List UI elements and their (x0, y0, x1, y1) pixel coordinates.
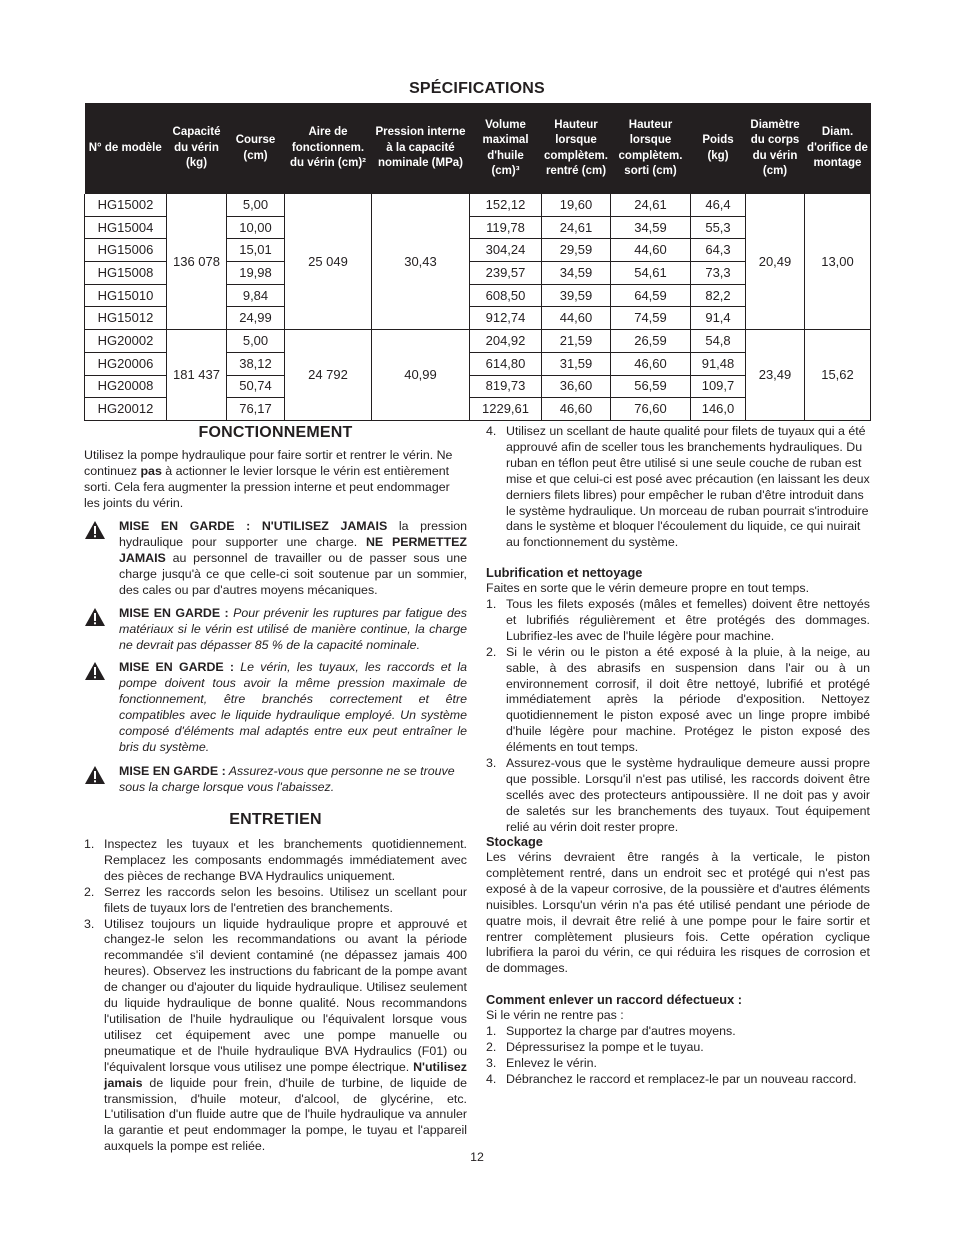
cell-height-retracted: 29,59 (542, 239, 611, 262)
fonctionnement-title: FONCTIONNEMENT (198, 424, 353, 441)
cell-height-extended: 56,59 (611, 375, 691, 398)
cell-model: HG20002 (85, 330, 167, 353)
list-item (486, 645, 870, 756)
header-height-retracted: Hauteur lorsque complètem. rentré (cm) (542, 103, 611, 194)
list-item (486, 756, 870, 836)
raccord-title: Comment enlever un raccord défectueux : (486, 992, 743, 1007)
cell-volume: 819,73 (470, 375, 542, 398)
cell-weight: 82,2 (691, 284, 746, 307)
cell-height-retracted: 19,60 (542, 194, 611, 216)
lubrification-list (486, 597, 870, 836)
list-number: 1. (486, 597, 497, 611)
cell-height-retracted: 24,61 (542, 216, 611, 239)
cell-weight: 46,4 (691, 194, 746, 216)
cell-volume: 152,12 (470, 194, 542, 216)
warning-label: MISE EN GARDE : N'UTILISEZ JAMAIS (119, 519, 388, 533)
cell-weight: 146,0 (691, 398, 746, 421)
list-text: Utilisez un scellant de haute qualité pour filets de tuyaux qui a été approuvé afin de sceller tous les branchements hydrauliques. Du ruban en téflon peut être utilisé si une seule couche de ruban est mise et que celui-ci est posé avec précaution (en laissant les deux derniers filets libres) pour empêcher le ruban d'être introduit dans le système hydraulique. Un morceau de ruban pourrait s'introduire dans le système et bloquer l'écoulement du liquide, ce qui nuirait au fonctionnement du système. (506, 424, 870, 550)
intro-text-cont: à actionner le levier lorsque le vérin est entièrement sorti. Cela fera augmenter la pression interne et peut endommager les joints du vérin. (84, 463, 450, 510)
cell-volume: 204,92 (470, 330, 542, 353)
cell-height-retracted: 39,59 (542, 284, 611, 307)
list-number: 3. (84, 916, 95, 931)
cell-height-extended: 34,59 (611, 216, 691, 239)
cell-pressure: 40,99 (372, 330, 470, 421)
cell-body-diameter: 23,49 (746, 330, 805, 421)
list-text: Débranchez le raccord et remplacez-le par un nouveau raccord. (506, 1071, 857, 1086)
cell-volume: 608,50 (470, 284, 542, 307)
list-item (84, 917, 467, 1156)
header-model: N° de modèle (85, 103, 167, 194)
header-body-diameter: Diamètre du corps du vérin (cm) (746, 103, 805, 194)
spec-header-row (85, 103, 871, 194)
warning-label: MISE EN GARDE : (119, 764, 226, 778)
cell-capacity: 181 437 (167, 330, 227, 421)
warning-text: la pression hydraulique pour supporter une charge. (119, 519, 467, 549)
list-number: 2. (486, 644, 497, 659)
intro-bold: pas (140, 463, 162, 478)
cell-weight: 91,4 (691, 307, 746, 330)
cell-height-retracted: 31,59 (542, 352, 611, 375)
cell-model: HG20012 (85, 398, 167, 421)
cell-volume: 614,80 (470, 352, 542, 375)
header-orifice-diameter: Diam. d'orifice de montage (805, 103, 871, 194)
warning-text: Pour prévenir les ruptures par fatigue des matériaux si le vérin est utilisé de manière continue, la charge ne devrait pas dépasser 85 % de la capacité nominale. (119, 606, 467, 652)
cell-stroke: 9,84 (227, 284, 285, 307)
list-number: 3. (486, 756, 497, 771)
cell-height-retracted: 46,60 (542, 398, 611, 421)
warning-4 (84, 764, 467, 796)
warning-1-text (119, 519, 467, 599)
cell-pressure: 30,43 (372, 194, 470, 330)
warning-1 (84, 519, 467, 599)
list-number: 3. (486, 1055, 497, 1070)
entretien-title: ENTRETIEN (229, 811, 322, 828)
list-text-part: Utilisez toujours un liquide hydraulique propre et approuvé et changez-le selon les recommandations ou avant la période recommandée s'il devient contaminé (ne dépassez jamais 400 heures). Observez les instructions du fabricant de la pompe avant de changer ou d'ajouter du liquide hydraulique. Utilisez seulement du liquide hydraulique de bonne qualité. Nous recommandons l'utilisation de l'huile hydraulique ou l'équivalent lorsque vous utilisez cet équipement avec une pompe manuelle ou pneumatique et de l'huile hydraulique BVA Hydraulics (F01) ou l'équivalent lorsque vous utilisez une pompe électrique. (104, 916, 467, 1074)
warning-3-text (119, 660, 467, 755)
header-height-extended: Hauteur lorsque complètem. sorti (cm) (611, 103, 691, 194)
list-number: 2. (84, 884, 95, 899)
cell-model: HG15010 (85, 284, 167, 307)
table-row (85, 194, 871, 216)
warning-emphasis: NE PERMETTEZ JAMAIS (119, 534, 467, 565)
cell-capacity: 136 078 (167, 194, 227, 330)
cell-model: HG15004 (85, 216, 167, 239)
cell-height-retracted: 36,60 (542, 375, 611, 398)
cell-volume: 304,24 (470, 239, 542, 262)
cell-weight: 73,3 (691, 262, 746, 285)
stockage-title: Stockage (486, 834, 543, 849)
list-number: 1. (84, 837, 95, 851)
cell-body-diameter: 20,49 (746, 194, 805, 330)
raccord-intro: Si le vérin ne rentre pas : (486, 1008, 624, 1022)
cell-stroke: 50,74 (227, 375, 285, 398)
cell-weight: 55,3 (691, 216, 746, 239)
table-row (85, 330, 871, 353)
cell-height-extended: 26,59 (611, 330, 691, 353)
warning-icon (84, 661, 106, 755)
cell-height-extended: 74,59 (611, 307, 691, 330)
stockage-text: Les vérins devraient être rangés à la verticale, le piston complètement rentré, dans un endroit sec et protégé qui n'est pas exposé à de la vapeur corrosive, de la poussière et d'autres éléments nuisibles. Lorsqu'un vérin n'a pas été utilisé pendant une période de quatre mois, il devrait être relié à une pompe pour le faire sortir et rentrer complètement plusieurs fois. Cette opération cyclique lubrifiera la paroi du vérin, ce qui réduira les risques de corrosion et de dommages. (486, 850, 870, 976)
list-text: Enlevez le vérin. (506, 1055, 597, 1070)
list-item (84, 837, 467, 885)
cell-orifice-diameter: 15,62 (805, 330, 871, 421)
warning-text-cont: au personnel de travailler ou de passer sous une charge jusqu'à ce que celle-ci soit soutenue par un sommier, des cales ou par d'autres moyens mécaniques. (119, 550, 467, 597)
warning-2-text (119, 606, 467, 654)
list-text: Dépressurisez la pompe et le tuyau. (506, 1039, 704, 1054)
cell-height-extended: 64,59 (611, 284, 691, 307)
list-text: Inspectez les tuyaux et les branchements quotidiennement. Remplacez les composants endommagés immédiatement avec des pièces de rechange BVA Hydraulics uniquement. (104, 837, 467, 883)
warning-3 (84, 660, 467, 755)
warning-4-text (119, 764, 467, 796)
cell-height-extended: 46,60 (611, 352, 691, 375)
cell-model: HG15012 (85, 307, 167, 330)
list-item (84, 885, 467, 917)
cell-stroke: 15,01 (227, 239, 285, 262)
entretien-list-cont (486, 424, 870, 551)
warning-label: MISE EN GARDE : (119, 660, 235, 674)
list-number: 4. (486, 1071, 497, 1086)
raccord-list (486, 1024, 870, 1088)
cell-height-extended: 44,60 (611, 239, 691, 262)
cell-stroke: 10,00 (227, 216, 285, 239)
cell-weight: 109,7 (691, 375, 746, 398)
cell-weight: 54,8 (691, 330, 746, 353)
header-area: Aire de fonctionnem. du vérin (cm)² (285, 103, 372, 194)
header-pressure: Pression interne à la capacité nominale (MPa) (372, 103, 470, 194)
cell-model: HG15006 (85, 239, 167, 262)
warning-text: Assurez-vous que personne ne se trouve sous la charge lorsque vous l'abaissez. (119, 764, 455, 794)
cell-model: HG15002 (85, 194, 167, 216)
list-item (486, 424, 870, 551)
list-text: Assurez-vous que le système hydraulique demeure aussi propre que possible. Lorsqu'il n'est pas utilisé, les raccords doivent être scellés avec des protecteurs antipoussière. Il ne doit pas y avoir de saletés sur les branchements des tuyaux. Tout équipement relié au vérin doit rester propre. (506, 756, 870, 834)
lubrification-title: Lubrification et nettoyage (486, 565, 643, 580)
header-weight: Poids (kg) (691, 103, 746, 194)
list-number: 4. (486, 424, 497, 438)
cell-height-extended: 24,61 (611, 194, 691, 216)
spec-title: SPÉCIFICATIONS (409, 80, 545, 97)
cell-height-extended: 76,60 (611, 398, 691, 421)
lubrification-intro: Faites en sorte que le vérin demeure propre en tout temps. (486, 581, 810, 595)
cell-orifice-diameter: 13,00 (805, 194, 871, 330)
cell-weight: 91,48 (691, 352, 746, 375)
cell-stroke: 24,99 (227, 307, 285, 330)
entretien-list (84, 837, 467, 1155)
cell-stroke: 76,17 (227, 398, 285, 421)
list-text: Si le vérin ou le piston a été exposé à la pluie, à la neige, au sable, à des abrasifs en suspension dans l'air ou à un environnement corrosif, il doit être nettoyé, lubrifié et protégé immédiatement après la période d'exposition. Nettoyez quotidiennement le piston exposé avec un linge propre imbibé d'huile légère pour machine. Protégez le piston exposé des éléments en tout temps. (506, 644, 870, 755)
list-text: Supportez la charge par d'autres moyens. (506, 1024, 736, 1038)
cell-area: 24 792 (285, 330, 372, 421)
warning-2 (84, 606, 467, 654)
spec-table (84, 103, 871, 421)
cell-volume: 239,57 (470, 262, 542, 285)
list-text: Tous les filets exposés (mâles et femelles) doivent être nettoyés et lubrifiés régulièrement et être protégés des dommages. Lubrifiez-les avec de l'huile légère pour machine. (506, 597, 870, 643)
list-item (486, 1040, 870, 1056)
warning-icon (84, 765, 106, 796)
cell-stroke: 5,00 (227, 330, 285, 353)
list-text: Serrez les raccords selon les besoins. Utilisez un scellant pour filets de tuyaux lors de l'entretien des branchements. (104, 884, 467, 915)
cell-volume: 1229,61 (470, 398, 542, 421)
cell-height-extended: 54,61 (611, 262, 691, 285)
cell-volume: 912,74 (470, 307, 542, 330)
warning-icon (84, 520, 106, 599)
list-text-part: de liquide pour frein, d'huile de turbine, de liquide de transmission, d'huile moteur, d'alcool, de glycérine, etc. L'utilisation d'un fluide autre que de l'huile hydraulique va annuler la garantie et peut endommager la pompe, le tuyau et l'appareil auxquels la pompe est reliée. (104, 1075, 467, 1154)
cell-stroke: 38,12 (227, 352, 285, 375)
warning-label: MISE EN GARDE : (119, 606, 229, 620)
cell-model: HG20008 (85, 375, 167, 398)
cell-area: 25 049 (285, 194, 372, 330)
cell-volume: 119,78 (470, 216, 542, 239)
header-capacity: Capacité du vérin (kg) (167, 103, 227, 194)
cell-model: HG15008 (85, 262, 167, 285)
list-item (486, 1072, 870, 1088)
list-item (486, 1024, 870, 1040)
warning-icon (84, 607, 106, 654)
list-text-bold: N'utilisez jamais (104, 1059, 467, 1090)
cell-height-retracted: 34,59 (542, 262, 611, 285)
fonctionnement-intro (84, 448, 467, 512)
list-text (104, 917, 467, 1156)
page-number: 12 (470, 1150, 484, 1164)
header-stroke: Course (cm) (227, 103, 285, 194)
cell-model: HG20006 (85, 352, 167, 375)
warning-text: Le vérin, les tuyaux, les raccords et la pompe doivent tous avoir la même pression maximale de fonctionnement, être branchés correctement et être compatibles avec le liquide hydraulique employé. Un système composé d'éléments mal adaptés entre eux peut entraîner le bris du système. (119, 660, 467, 754)
list-item (486, 597, 870, 645)
cell-stroke: 5,00 (227, 194, 285, 216)
cell-height-retracted: 44,60 (542, 307, 611, 330)
cell-stroke: 19,98 (227, 262, 285, 285)
cell-weight: 64,3 (691, 239, 746, 262)
list-number: 2. (486, 1039, 497, 1054)
list-item (486, 1056, 870, 1072)
cell-height-retracted: 21,59 (542, 330, 611, 353)
intro-text: Utilisez la pompe hydraulique pour faire sortir et rentrer le vérin. Ne continuez (84, 448, 453, 478)
header-volume: Volume maximal d'huile (cm)³ (470, 103, 542, 194)
list-number: 1. (486, 1024, 497, 1038)
